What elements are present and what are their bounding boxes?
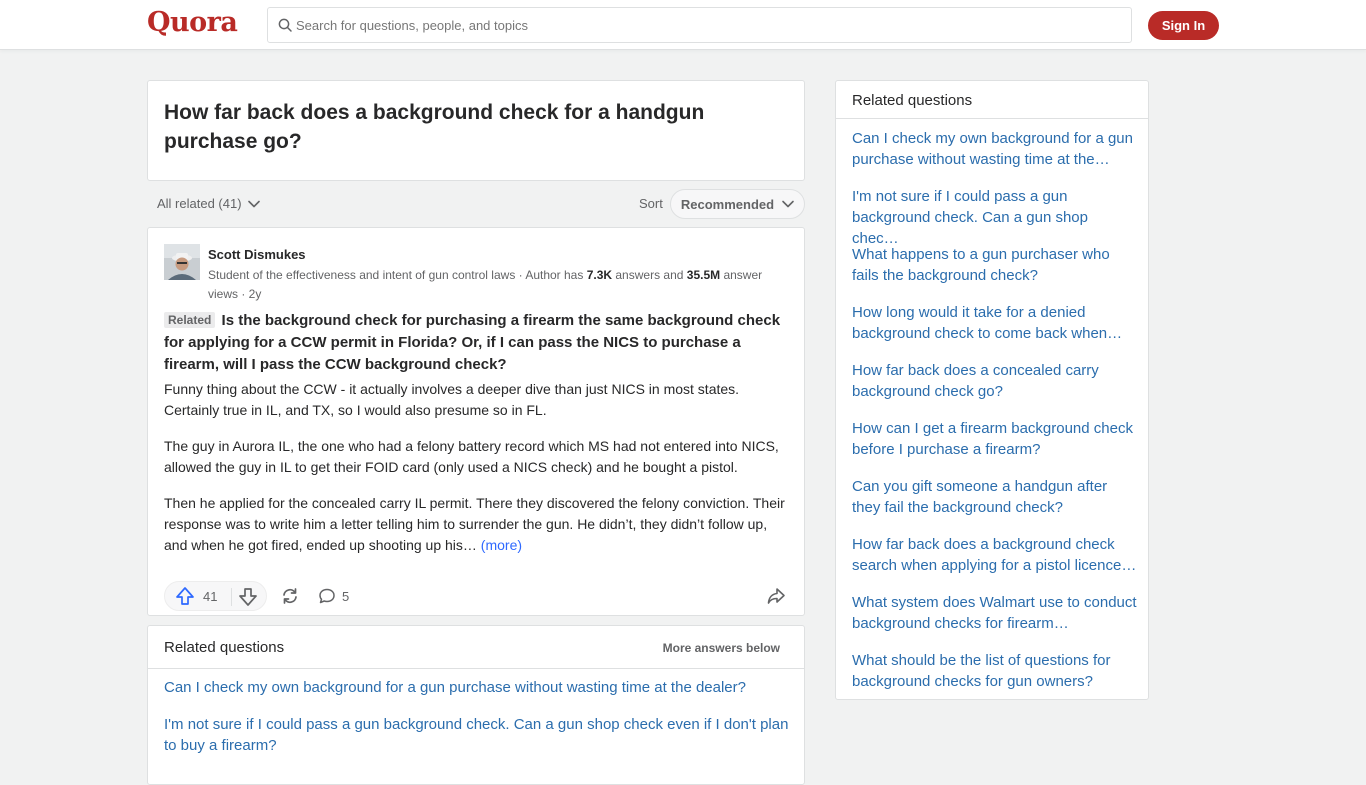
vote-divider (231, 588, 232, 606)
related-questions-header (148, 626, 804, 669)
sidebar-header (836, 81, 1148, 119)
sort-label: Sort (639, 196, 663, 211)
sidebar-question-link[interactable]: Can you gift someone a handgun after they fail the background check? (852, 478, 1108, 516)
related-question-link[interactable]: I'm not sure if I could pass a gun background check. Can a gun shop check even if I don't plan to buy a firearm? (164, 716, 789, 754)
answer-paragraph (164, 493, 794, 556)
sidebar-question-link[interactable]: I'm not sure if I could pass a gun background check. Can a gun shop chec… (852, 188, 1088, 247)
related-questions-inline (147, 625, 805, 785)
sidebar-question-link[interactable]: How far back does a concealed carry background check go? (852, 362, 1099, 400)
upvote-count: 41 (203, 588, 218, 604)
upvote-button[interactable] (165, 582, 230, 610)
question-title: How far back does a background check for a handgun purchase go? (164, 101, 705, 153)
sidebar-question-link[interactable]: How long would it take for a denied background check to come back when… (852, 304, 1123, 342)
sidebar-question-link[interactable]: What should be the list of questions for background checks for gun owners? (852, 652, 1111, 690)
sort-value: Recommended (680, 196, 775, 212)
answer-paragraph: Funny thing about the CCW - it actually involves a deeper dive than just NICS in most states. Certainly true in IL, and TX, so I would also presume so in FL. (164, 381, 740, 418)
sidebar-related-questions (835, 80, 1149, 700)
share-button[interactable] (764, 584, 788, 608)
related-question-link[interactable]: Can I check my own background for a gun purchase without wasting time at the dealer? (164, 679, 746, 696)
all-related-dropdown[interactable] (157, 196, 260, 211)
comment-bubble-icon (318, 587, 336, 605)
downvote-arrow-icon (238, 587, 258, 607)
comments-button[interactable] (318, 584, 349, 608)
chevron-down-icon (782, 200, 794, 208)
author-name[interactable]: Scott Dismukes (208, 247, 306, 262)
related-question-link[interactable] (164, 310, 784, 376)
related-question-text: Is the background check for purchasing a firearm the same background check for applying for a CCW permit in Florida? Or, if I can pass the NICS to purchase a firearm, will I pass the CCW background check? (164, 312, 781, 373)
views-count: 35.5M (686, 268, 721, 282)
vote-pill (164, 581, 267, 611)
related-questions-title: Related questions (164, 639, 285, 656)
sidebar-questions-list (852, 128, 1137, 708)
chevron-down-icon (248, 200, 260, 208)
sidebar-question-link[interactable]: How far back does a background check search when applying for a pistol licence… (852, 536, 1137, 574)
question-card (147, 80, 805, 181)
related-tag: Related (164, 312, 215, 328)
answer-card (147, 227, 805, 616)
related-questions-list (164, 677, 794, 772)
reshare-icon (280, 586, 300, 606)
downvote-button[interactable] (236, 585, 260, 609)
search-input[interactable] (296, 8, 1116, 42)
all-related-label: All related (41) (157, 196, 242, 211)
sidebar-question-link[interactable]: What happens to a gun purchaser who fails the background check? (852, 246, 1110, 284)
answer-body (164, 379, 794, 571)
sidebar-question-link[interactable]: Can I check my own background for a gun purchase without wasting time at the… (852, 130, 1133, 168)
more-link[interactable]: (more) (480, 537, 523, 553)
answers-count: 7.3K (586, 268, 613, 282)
answer-text: Then he applied for the concealed carry IL permit. There they discovered the felony conviction. Their response was to write him a letter telling him to surrender the gun. He didn’t, they didn’t follow up, and when he got fired, ended up shooting up his… (164, 495, 785, 553)
quora-logo[interactable]: Quora (147, 7, 238, 38)
sign-in-button[interactable]: Sign In (1148, 11, 1219, 40)
sidebar-title: Related questions (852, 92, 973, 109)
sidebar-question-link[interactable]: How can I get a firearm background check before I purchase a firearm? (852, 420, 1133, 458)
top-navigation-bar (0, 0, 1366, 50)
cred-text: Student of the effectiveness and intent of gun control laws · Author has (208, 268, 587, 282)
reshare-button[interactable] (278, 584, 302, 608)
author-credentials (208, 266, 783, 304)
sidebar-question-link[interactable]: What system does Walmart use to conduct background checks for firearm… (852, 594, 1137, 632)
share-arrow-icon (766, 586, 786, 606)
search-icon (278, 18, 292, 32)
more-answers-below-label: More answers below (662, 641, 780, 655)
upvote-arrow-icon (175, 586, 195, 606)
cred-text: answers and (612, 268, 687, 282)
cred-text: answer views · 2y (208, 268, 763, 301)
answer-paragraph: The guy in Aurora IL, the one who had a felony battery record which MS had not entered into NICS, allowed the guy in IL to get their FOID card (only used a NICS check) and he bought a pistol. (164, 438, 779, 475)
sort-dropdown[interactable] (670, 189, 805, 219)
search-box[interactable] (267, 7, 1132, 43)
author-avatar[interactable] (164, 244, 200, 280)
comment-count: 5 (342, 588, 350, 604)
answer-actions (164, 581, 790, 611)
avatar-image (164, 244, 200, 280)
